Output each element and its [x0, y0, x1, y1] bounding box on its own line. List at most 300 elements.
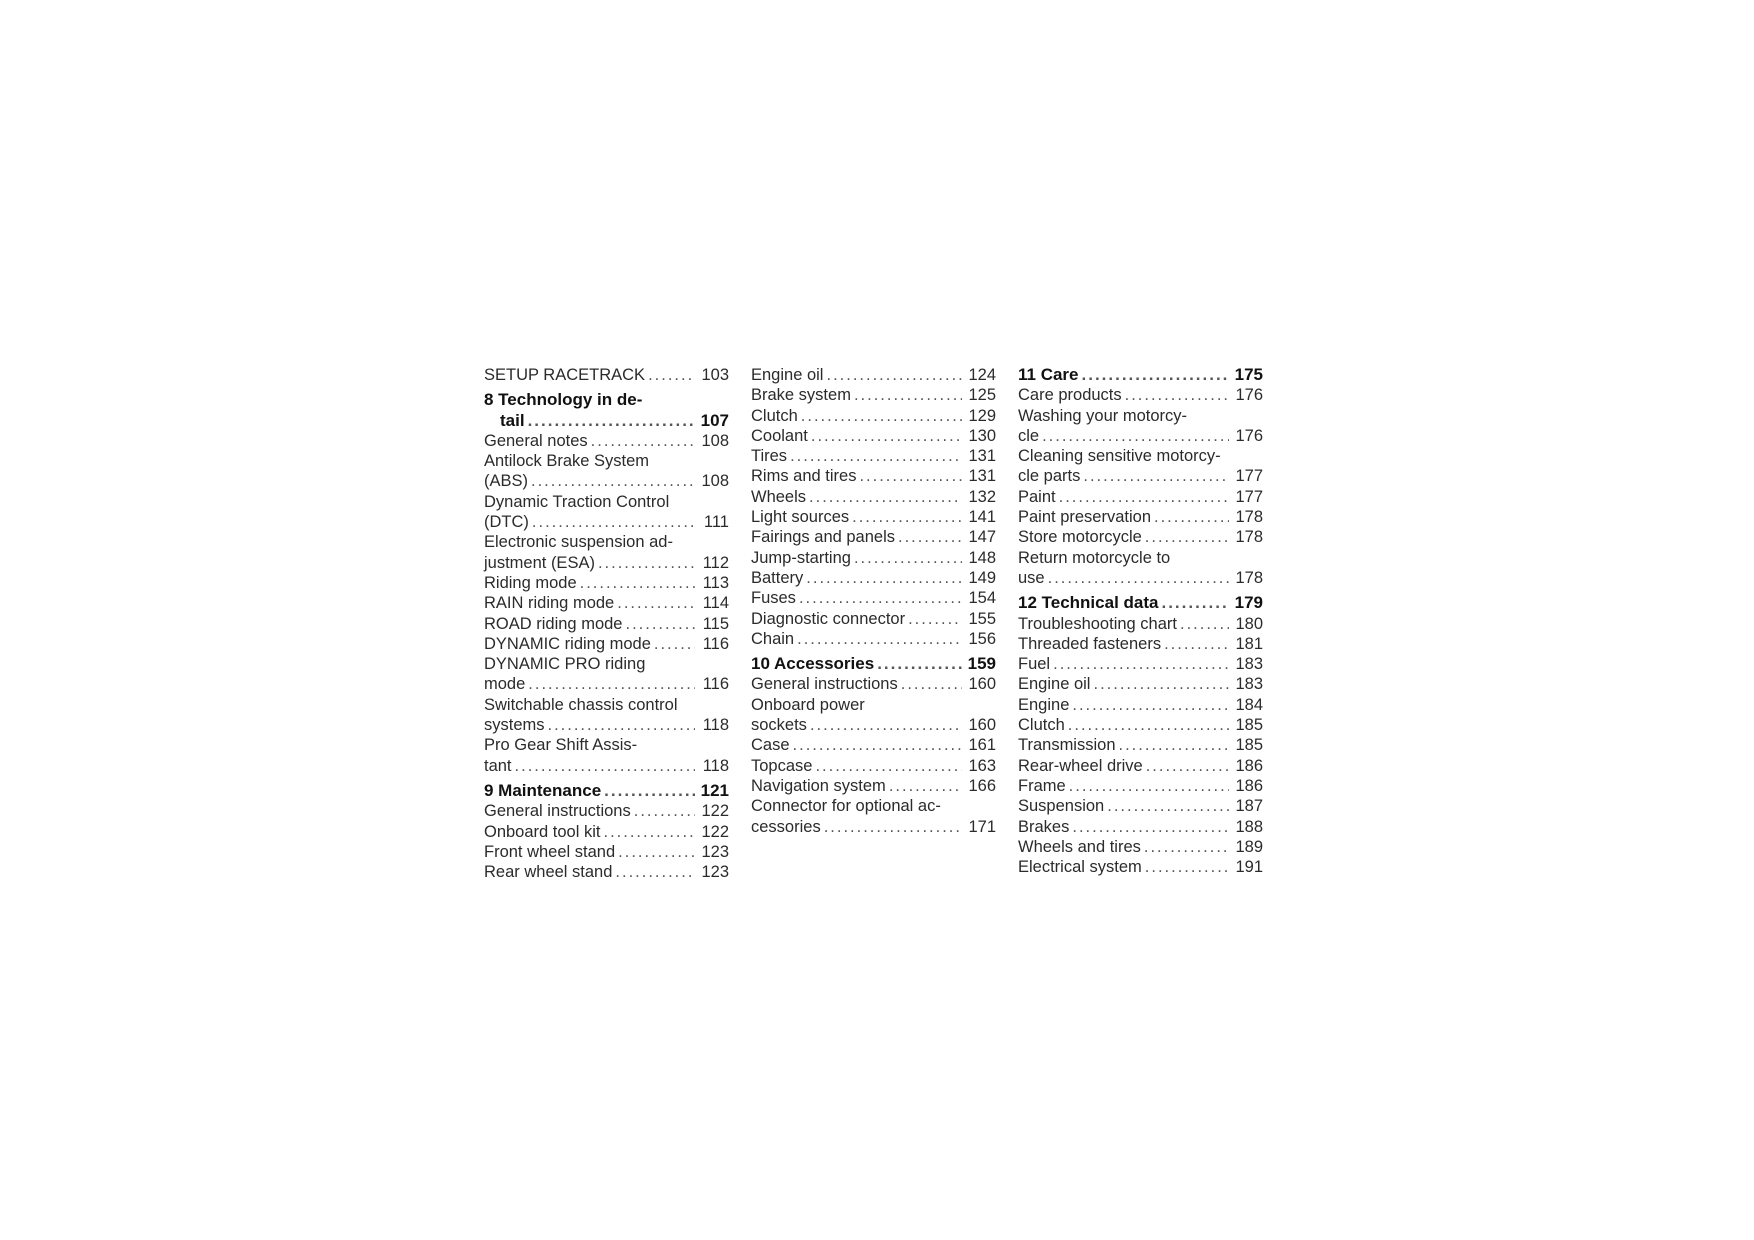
toc-entry[interactable]: [751, 446, 996, 466]
toc-page-number: 115: [702, 614, 729, 633]
toc-entry-line: [751, 446, 996, 466]
dot-leader: [811, 426, 962, 446]
toc-page-number: 185: [1235, 736, 1263, 755]
toc-page-number: 176: [1235, 386, 1263, 405]
toc-entry[interactable]: [751, 487, 996, 507]
toc-entry[interactable]: [751, 507, 996, 527]
toc-entry[interactable]: [1018, 796, 1263, 816]
dot-leader: [1119, 735, 1230, 755]
toc-entry[interactable]: [751, 466, 996, 486]
dot-leader: [901, 674, 962, 694]
toc-entry-line: [1018, 365, 1263, 385]
dot-leader: [1164, 634, 1229, 654]
toc-entry-title: Front wheel stand: [484, 842, 616, 861]
toc-entry-line: [484, 471, 729, 491]
toc-entry[interactable]: [484, 735, 729, 776]
toc-entry-title: Navigation system: [751, 776, 886, 795]
toc-entry-title-line: 8 Technology in de-: [484, 390, 643, 410]
toc-entry[interactable]: [484, 365, 729, 385]
dot-leader: [1072, 695, 1229, 715]
toc-entry[interactable]: [1018, 527, 1263, 547]
dot-leader: [618, 842, 695, 862]
dot-leader: [598, 553, 695, 573]
toc-page-number: 132: [968, 487, 996, 506]
dot-leader: [793, 735, 962, 755]
toc-entry[interactable]: [484, 654, 729, 695]
toc-page-number: 178: [1235, 568, 1263, 587]
dot-leader: [1145, 857, 1229, 877]
toc-page-number: 131: [968, 467, 996, 486]
dot-leader: [1053, 654, 1229, 674]
toc-chapter-heading[interactable]: [484, 781, 729, 801]
toc-page-number: 166: [968, 776, 996, 795]
dot-leader: [797, 629, 962, 649]
toc-page-number: 121: [700, 780, 729, 800]
toc-entry-title: Care products: [1018, 386, 1122, 405]
toc-page-number: 129: [968, 406, 996, 425]
toc-entry-title: Jump-starting: [751, 548, 851, 567]
toc-entry[interactable]: [484, 801, 729, 821]
toc-page-number: 177: [1235, 487, 1263, 506]
toc-entry[interactable]: [1018, 837, 1263, 857]
toc-page-number: 156: [968, 629, 996, 648]
toc-entry-title: DYNAMIC riding mode: [484, 634, 651, 653]
toc-entry[interactable]: [484, 532, 729, 573]
toc-entry-line: [1018, 507, 1263, 527]
toc-entry-line: [751, 406, 996, 426]
toc-entry-title: 9 Maintenance: [484, 780, 602, 800]
toc-entry[interactable]: [751, 695, 996, 736]
toc-entry-line: [484, 593, 729, 613]
toc-entry-line: [751, 776, 996, 796]
toc-page-number: 103: [701, 366, 729, 384]
toc-entry-line: [1018, 796, 1263, 816]
toc-page-number: 116: [702, 634, 729, 653]
toc-entry[interactable]: [751, 385, 996, 405]
toc-entry-line: [484, 614, 729, 634]
toc-entry-title: Brakes: [1018, 817, 1070, 836]
toc-entry-title: cessories: [751, 817, 821, 836]
toc-entry[interactable]: [484, 492, 729, 533]
dot-leader: [617, 593, 695, 613]
dot-leader: [854, 548, 962, 568]
toc-entry[interactable]: [1018, 507, 1263, 527]
toc-entry[interactable]: [1018, 735, 1263, 755]
dot-leader: [898, 527, 962, 547]
toc-chapter-heading[interactable]: [1018, 365, 1263, 385]
toc-entry-line: [751, 548, 996, 568]
toc-entry[interactable]: [484, 695, 729, 736]
toc-entry[interactable]: [751, 776, 996, 796]
dot-leader: [1146, 756, 1229, 776]
dot-leader: [801, 406, 962, 426]
toc-entry-line: [484, 862, 729, 882]
dot-leader: [1072, 817, 1229, 837]
dot-leader: [648, 365, 695, 385]
toc-entry-line: [1018, 426, 1263, 446]
toc-page-number: 124: [968, 366, 996, 384]
toc-entry-title-line: Antilock Brake System: [484, 452, 650, 471]
dot-leader: [515, 756, 695, 776]
toc-entry-line: [751, 385, 996, 405]
toc-page-number: 191: [1235, 858, 1263, 877]
toc-entry-title: General instructions: [751, 675, 898, 694]
dot-leader: [625, 614, 695, 634]
toc-entry-title-line: Washing your motorcy-: [1018, 406, 1188, 425]
toc-entry-title: Transmission: [1018, 736, 1116, 755]
toc-entry[interactable]: [484, 634, 729, 654]
toc-entry[interactable]: [1018, 446, 1263, 487]
toc-entry-line: [1018, 837, 1263, 857]
toc-page-number: 114: [702, 594, 729, 613]
dot-leader: [1059, 487, 1229, 507]
toc-entry-line: [1018, 695, 1263, 715]
toc-entry[interactable]: [751, 629, 996, 649]
toc-entry[interactable]: [1018, 756, 1263, 776]
toc-entry-title: sockets: [751, 716, 807, 735]
toc-entry-title: tail: [500, 410, 525, 430]
toc-page-number: 163: [968, 756, 996, 775]
toc-page-number: 112: [702, 553, 729, 572]
toc-entry[interactable]: [751, 756, 996, 776]
toc-entry-title: Store motorcycle: [1018, 528, 1142, 547]
toc-entry[interactable]: [1018, 654, 1263, 674]
toc-entry[interactable]: [484, 842, 729, 862]
toc-page-number: 187: [1235, 797, 1263, 816]
toc-entry-title-line: Return motorcycle to: [1018, 548, 1171, 567]
toc-entry-title: Diagnostic connector: [751, 609, 906, 628]
toc-entry[interactable]: [751, 548, 996, 568]
toc-entry-line: [751, 487, 996, 507]
toc-entry-title: SETUP RACETRACK: [484, 366, 646, 384]
dot-leader: [852, 507, 962, 527]
dot-leader: [532, 512, 695, 532]
toc-entry[interactable]: [1018, 817, 1263, 837]
toc-entry-line: [1018, 735, 1263, 755]
dot-leader: [889, 776, 962, 796]
toc-entry-line: [751, 735, 996, 755]
toc-column-2: [751, 365, 996, 837]
toc-page-number: 183: [1235, 675, 1263, 694]
toc-entry-line: [751, 527, 996, 547]
toc-entry-title: Fuel: [1018, 655, 1051, 674]
dot-leader: [815, 756, 962, 776]
toc-entry[interactable]: [751, 609, 996, 629]
toc-entry-line: [751, 715, 996, 735]
toc-entry[interactable]: [1018, 614, 1263, 634]
toc-entry[interactable]: [751, 674, 996, 694]
dot-leader: [1145, 527, 1229, 547]
toc-entry-line: [484, 365, 729, 385]
toc-page-number: 184: [1235, 695, 1263, 714]
toc-entry[interactable]: [751, 426, 996, 446]
toc-entry[interactable]: [484, 573, 729, 593]
toc-entry-title: use: [1018, 568, 1045, 587]
toc-page-number: 125: [968, 386, 996, 405]
dot-leader: [877, 654, 961, 674]
toc-column-3: [1018, 365, 1263, 877]
toc-entry-title-line: Cleaning sensitive motorcy-: [1018, 447, 1221, 466]
toc-entry-title: Brake system: [751, 386, 851, 405]
toc-chapter-heading[interactable]: [751, 654, 996, 674]
toc-entry[interactable]: [751, 365, 996, 385]
toc-entry-title: Engine oil: [751, 366, 824, 384]
dot-leader: [1042, 426, 1229, 446]
toc-entry-line: [1018, 715, 1263, 735]
toc-entry[interactable]: [1018, 776, 1263, 796]
toc-entry[interactable]: [1018, 715, 1263, 735]
toc-entry-title: Onboard tool kit: [484, 822, 601, 841]
dot-leader: [528, 411, 695, 431]
toc-entry[interactable]: [484, 862, 729, 882]
toc-page-number: 181: [1235, 634, 1263, 653]
toc-entry-title: General instructions: [484, 802, 631, 821]
toc-entry-line: [484, 411, 729, 431]
toc-entry-title: cle parts: [1018, 467, 1081, 486]
toc-entry-title: Engine: [1018, 695, 1070, 714]
dot-leader: [1180, 614, 1229, 634]
toc-page-number: 147: [968, 528, 996, 547]
dot-leader: [1107, 796, 1229, 816]
toc-entry-line: [751, 609, 996, 629]
dot-leader: [859, 466, 962, 486]
toc-entry-line: [484, 756, 729, 776]
toc-entry[interactable]: [484, 822, 729, 842]
toc-entry-title-line: Onboard power: [751, 695, 865, 714]
toc-entry-title: Frame: [1018, 776, 1066, 795]
dot-leader: [1068, 715, 1229, 735]
toc-page-number: 189: [1235, 837, 1263, 856]
dot-leader: [634, 801, 695, 821]
toc-entry-title: 10 Accessories: [751, 654, 875, 674]
toc-entry-line: [484, 573, 729, 593]
toc-entry-line: [1018, 654, 1263, 674]
toc-entry-line: [751, 466, 996, 486]
dot-leader: [1082, 365, 1229, 385]
toc-entry[interactable]: [484, 451, 729, 492]
dot-leader: [615, 862, 695, 882]
dot-leader: [603, 822, 695, 842]
dot-leader: [1154, 507, 1229, 527]
toc-page-number: 122: [701, 822, 729, 841]
toc-entry-title: Rear-wheel drive: [1018, 756, 1143, 775]
toc-entry-title-line: Electronic suspension ad-: [484, 533, 673, 552]
toc-entry-title: Wheels and tires: [1018, 837, 1141, 856]
toc-entry[interactable]: [484, 614, 729, 634]
toc-page-number: 160: [968, 675, 996, 694]
toc-entry-line: [1018, 487, 1263, 507]
toc-entry[interactable]: [1018, 487, 1263, 507]
toc-entry-line: [484, 781, 729, 801]
toc-entry[interactable]: [751, 527, 996, 547]
toc-entry-line: [751, 365, 996, 385]
toc-entry-title: Threaded fasteners: [1018, 634, 1162, 653]
toc-entry[interactable]: [751, 588, 996, 608]
toc-entry-line: [751, 674, 996, 694]
toc-entry-line: [484, 431, 729, 451]
toc-entry[interactable]: [751, 568, 996, 588]
toc-entry-title: Battery: [751, 568, 804, 587]
toc-page-number: 185: [1235, 716, 1263, 735]
toc-entry-line: [1018, 527, 1263, 547]
toc-entry-title: Fairings and panels: [751, 528, 896, 547]
dot-leader: [1069, 776, 1229, 796]
toc-page-number: 177: [1235, 467, 1263, 486]
toc-entry-title: RAIN riding mode: [484, 594, 615, 613]
toc-entry[interactable]: [1018, 548, 1263, 589]
toc-page-number: 186: [1235, 756, 1263, 775]
toc-page-number: 131: [968, 447, 996, 466]
toc-entry-line: [751, 588, 996, 608]
toc-entry-title: justment (ESA): [484, 553, 595, 572]
toc-entry[interactable]: [1018, 674, 1263, 694]
dot-leader: [580, 573, 695, 593]
toc-page-number: 178: [1235, 528, 1263, 547]
toc-entry-title: Case: [751, 736, 790, 755]
toc-page-number: 123: [701, 842, 729, 861]
toc-entry-title: (DTC): [484, 513, 529, 532]
toc-entry-line: [1018, 634, 1263, 654]
toc-page-number: 108: [701, 431, 729, 450]
toc-entry-title: Light sources: [751, 508, 850, 527]
toc-entry-title: Rims and tires: [751, 467, 857, 486]
toc-page-number: 160: [968, 716, 996, 735]
dot-leader: [1144, 837, 1229, 857]
toc-entry[interactable]: [1018, 857, 1263, 877]
dot-leader: [824, 817, 962, 837]
toc-page-number: 141: [968, 508, 996, 527]
dot-leader: [1093, 674, 1229, 694]
toc-page-number: 148: [968, 548, 996, 567]
toc-entry-title: Rear wheel stand: [484, 863, 613, 882]
toc-page-number: 118: [702, 716, 729, 735]
toc-entry[interactable]: [751, 796, 996, 837]
toc-entry-line: [1018, 817, 1263, 837]
toc-entry-title-line: DYNAMIC PRO riding: [484, 655, 646, 674]
toc-page-number: 171: [968, 817, 996, 836]
toc-entry-line: [484, 822, 729, 842]
toc-entry-line: [1018, 568, 1263, 588]
dot-leader: [1161, 593, 1228, 613]
toc-page-number: 178: [1235, 508, 1263, 527]
toc-entry-title-line: Connector for optional ac-: [751, 797, 941, 816]
toc-entry-title: Topcase: [751, 756, 813, 775]
toc-entry-line: [484, 801, 729, 821]
toc-page-number: 186: [1235, 776, 1263, 795]
dot-leader: [826, 365, 962, 385]
toc-entry-title: Clutch: [751, 406, 798, 425]
toc-page-number: 118: [702, 756, 729, 775]
toc-entry-title: cle: [1018, 426, 1040, 445]
dot-leader: [854, 385, 962, 405]
dot-leader: [810, 715, 962, 735]
toc-page-number: 175: [1234, 365, 1263, 384]
dot-leader: [548, 715, 695, 735]
dot-leader: [790, 446, 962, 466]
toc-page-number: 161: [968, 736, 996, 755]
toc-entry-line: [751, 507, 996, 527]
dot-leader: [806, 568, 962, 588]
toc-entry-title: Paint: [1018, 487, 1056, 506]
toc-entry-line: [1018, 385, 1263, 405]
dot-leader: [1125, 385, 1229, 405]
dot-leader: [591, 431, 695, 451]
toc-entry[interactable]: [751, 406, 996, 426]
toc-entry[interactable]: [751, 735, 996, 755]
toc-entry-title: (ABS): [484, 472, 529, 491]
toc-entry-line: [1018, 857, 1263, 877]
dot-leader: [1048, 568, 1229, 588]
toc-entry-title: Riding mode: [484, 573, 577, 592]
toc-entry-title: General notes: [484, 431, 588, 450]
toc-page-number: 123: [701, 863, 729, 882]
toc-entry[interactable]: [1018, 695, 1263, 715]
toc-entry-line: [751, 568, 996, 588]
toc-chapter-heading[interactable]: [484, 390, 729, 431]
toc-page-number: 154: [968, 589, 996, 608]
toc-entry-line: [484, 674, 729, 694]
toc-entry[interactable]: [1018, 385, 1263, 405]
dot-leader: [604, 781, 694, 801]
toc-entry-line: [484, 553, 729, 573]
toc-entry[interactable]: [1018, 634, 1263, 654]
toc-page-number: 113: [702, 573, 729, 592]
dot-leader: [528, 674, 695, 694]
toc-column-1: [484, 365, 729, 882]
toc-page-number: 159: [967, 654, 996, 674]
toc-page-number: 108: [701, 472, 729, 491]
toc-page-number: 111: [703, 513, 729, 532]
toc-page-number: 183: [1235, 655, 1263, 674]
toc-entry-line: [1018, 674, 1263, 694]
toc-entry-title: ROAD riding mode: [484, 614, 623, 633]
toc-entry-line: [1018, 593, 1263, 613]
toc-entry-title: Wheels: [751, 487, 807, 506]
toc-page-number: 188: [1235, 817, 1263, 836]
toc-entry-title: Suspension: [1018, 797, 1105, 816]
dot-leader: [809, 487, 962, 507]
toc-entry-title: Chain: [751, 629, 795, 648]
toc-entry[interactable]: [1018, 406, 1263, 447]
toc-entry-line: [1018, 776, 1263, 796]
dot-leader: [531, 471, 695, 491]
dot-leader: [908, 609, 962, 629]
toc-entry-line: [484, 715, 729, 735]
toc-entry-title: 11 Care: [1018, 365, 1079, 384]
toc-entry-title: systems: [484, 716, 545, 735]
toc-page-number: 179: [1234, 593, 1263, 613]
toc-entry-line: [751, 654, 996, 674]
dot-leader: [654, 634, 695, 654]
toc-entry-title: Coolant: [751, 426, 808, 445]
toc-entry[interactable]: [484, 431, 729, 451]
toc-entry-title: Electrical system: [1018, 858, 1142, 877]
toc-entry-line: [1018, 614, 1263, 634]
toc-entry-line: [484, 842, 729, 862]
toc-page-number: 107: [700, 410, 729, 430]
toc-entry-line: [751, 756, 996, 776]
toc-entry-line: [1018, 466, 1263, 486]
toc-page-number: 116: [702, 675, 729, 694]
toc-entry-title: tant: [484, 756, 512, 775]
toc-entry-line: [1018, 756, 1263, 776]
toc-entry-title: 12 Technical data: [1018, 593, 1159, 613]
toc-chapter-heading[interactable]: [1018, 593, 1263, 613]
toc-entry-title: Engine oil: [1018, 675, 1091, 694]
toc-entry-title-line: Dynamic Traction Control: [484, 492, 670, 511]
toc-entry[interactable]: [484, 593, 729, 613]
dot-leader: [1083, 466, 1229, 486]
